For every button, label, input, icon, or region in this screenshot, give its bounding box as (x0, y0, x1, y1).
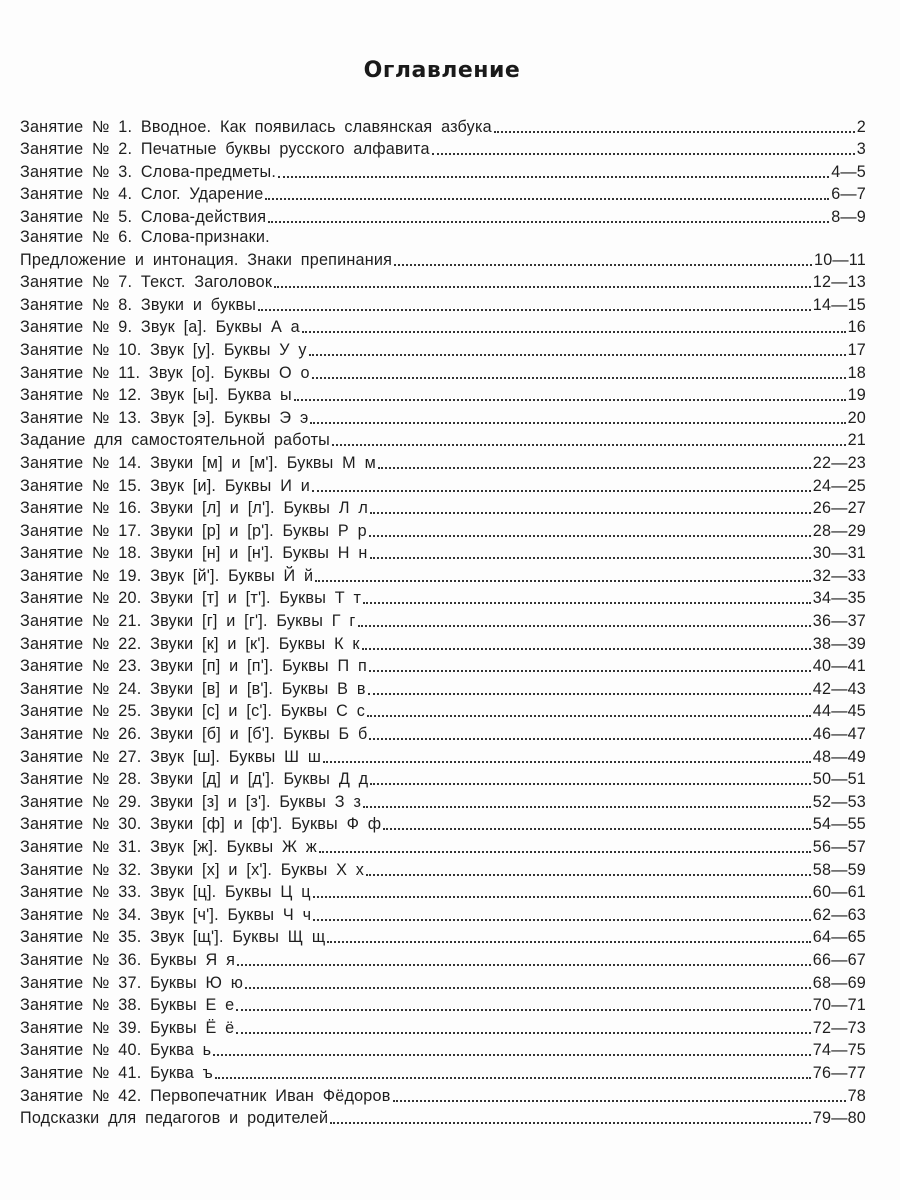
toc-entry (20, 834, 866, 857)
dot-leader (393, 1100, 846, 1102)
toc-entry-label: Занятие № 30. Звуки [ф] и [ф']. Буквы Ф ф (20, 815, 382, 834)
toc-entry-label: Занятие № 23. Звуки [п] и [п']. Буквы П п (20, 657, 367, 676)
toc-entry-page: 60—61 (812, 883, 866, 902)
toc-entry (20, 337, 866, 360)
toc-entry-page: 48—49 (812, 747, 866, 766)
toc-entry (20, 473, 866, 496)
toc-entry (20, 496, 866, 519)
toc-entry-label: Занятие № 22. Звуки [к] и [к']. Буквы К к (20, 634, 360, 653)
toc-entry-label: Занятие № 21. Звуки [г] и [г']. Буквы Г г (20, 612, 356, 631)
toc-entry-page: 52—53 (812, 792, 866, 811)
toc-entry (20, 767, 866, 790)
toc-entry-page: 50—51 (812, 770, 866, 789)
toc-entry (20, 137, 866, 160)
toc-entry (20, 812, 866, 835)
toc-entry-label: Подсказки для педагогов и родителей (20, 1109, 329, 1128)
dot-leader (268, 221, 829, 223)
dot-leader (494, 131, 855, 133)
toc-entry-page: 14—15 (812, 295, 866, 314)
toc-entry-page: 68—69 (812, 973, 866, 992)
dot-leader (310, 422, 845, 424)
toc-entry (20, 315, 866, 338)
toc-entry-label: Занятие № 7. Текст. Заголовок (20, 273, 273, 292)
toc-entry-label: Занятие № 26. Звуки [б] и [б']. Буквы Б б (20, 725, 368, 744)
toc-entry (20, 204, 866, 227)
toc-entry-page: 4—5 (831, 162, 866, 181)
toc-entry (20, 586, 866, 609)
toc-entry (20, 405, 866, 428)
page-title: Оглавление (363, 58, 521, 83)
toc-entry-label: Занятие № 20. Звуки [т] и [т']. Буквы Т т (20, 589, 362, 608)
toc-entry-page: 66—67 (812, 950, 866, 969)
dot-leader (383, 828, 811, 830)
toc-entry (20, 676, 866, 699)
toc-entry-label: Занятие № 9. Звук [а]. Буквы А а (20, 318, 300, 337)
toc-entry (20, 789, 866, 812)
toc-entry (20, 1083, 866, 1106)
toc-entry (20, 541, 866, 564)
toc-entry-label: Занятие № 32. Звуки [х] и [х']. Буквы Х х (20, 860, 365, 879)
toc-entry (20, 518, 866, 541)
toc-entry (20, 902, 866, 925)
dot-leader (313, 919, 811, 921)
toc-entry-page: 17 (847, 340, 866, 359)
toc-entry-label: Занятие № 40. Буква ь (20, 1041, 212, 1060)
toc-entry (20, 947, 866, 970)
toc-entry-label: Занятие № 19. Звук [й']. Буквы Й й (20, 566, 314, 585)
toc-entry-page: 78 (847, 1086, 866, 1105)
toc-entry-label: Занятие № 33. Звук [ц]. Буквы Ц ц (20, 883, 311, 902)
toc-entry-label: Занятие № 41. Буква ъ (20, 1063, 213, 1082)
toc-entry-label: Предложение и интонация. Знаки препинания (20, 250, 393, 269)
toc-entry (20, 993, 866, 1016)
dot-leader (319, 851, 811, 853)
toc-entry (20, 857, 866, 880)
toc-entry-label: Занятие № 29. Звуки [з] и [з']. Буквы З з (20, 792, 362, 811)
toc-entry (20, 182, 866, 205)
dot-leader (369, 670, 811, 672)
dot-leader (278, 176, 829, 178)
toc-entry (20, 227, 866, 247)
dot-leader (378, 467, 811, 469)
toc-entry-page: 16 (847, 318, 866, 337)
toc-entry (20, 383, 866, 406)
toc-entry-page: 28—29 (812, 521, 866, 540)
dot-leader (274, 286, 811, 288)
dot-leader (370, 512, 811, 514)
toc-entry-label: Занятие № 24. Звуки [в] и [в']. Буквы В в (20, 679, 366, 698)
dot-leader (323, 761, 811, 763)
dot-leader (215, 1077, 811, 1079)
toc-entry-page: 34—35 (812, 589, 866, 608)
dot-leader (302, 331, 846, 333)
toc-entry-label: Занятие № 34. Звук [ч']. Буквы Ч ч (20, 905, 312, 924)
toc-entry (20, 721, 866, 744)
toc-entry-page: 62—63 (812, 905, 866, 924)
toc-entry-page: 70—71 (812, 996, 866, 1015)
dot-leader (315, 580, 811, 582)
toc-entry-label: Занятие № 8. Звуки и буквы (20, 295, 257, 314)
toc-entry-label: Занятие № 35. Звук [щ']. Буквы Щ щ (20, 928, 326, 947)
toc-entry-page: 44—45 (812, 702, 866, 721)
toc-entry-label: Занятие № 10. Звук [у]. Буквы У у (20, 340, 307, 359)
toc-entry (20, 631, 866, 654)
toc-entry-page: 3 (856, 140, 866, 159)
dot-leader (432, 153, 855, 155)
toc-entry-label: Занятие № 42. Первопечатник Иван Фёдоров (20, 1086, 391, 1105)
dot-leader (245, 987, 811, 989)
toc-entry-label: Задание для самостоятельной работы (20, 431, 331, 450)
toc-entry-label: Занятие № 1. Вводное. Как появилась славянская азбука (20, 117, 492, 136)
toc-entry-label: Занятие № 38. Буквы Е е (20, 996, 235, 1015)
dot-leader (236, 1009, 810, 1011)
toc-entry-label: Занятие № 4. Слог. Ударение (20, 185, 264, 204)
dot-leader (294, 399, 846, 401)
toc-entry-page: 56—57 (812, 838, 866, 856)
toc-entry (20, 159, 866, 182)
toc-entry-label: Занятие № 31. Звук [ж]. Буквы Ж ж (20, 838, 317, 856)
toc-entry-page: 12—13 (812, 273, 866, 292)
toc-entry-page: 54—55 (812, 815, 866, 834)
dot-leader (327, 941, 810, 943)
toc-entry-label: Занятие № 37. Буквы Ю ю (20, 973, 244, 992)
toc-entry-page: 24—25 (812, 476, 866, 495)
toc-entry-label: Занятие № 27. Звук [ш]. Буквы Ш ш (20, 747, 322, 766)
toc-entry-label: Занятие № 18. Звуки [н] и [н']. Буквы Н н (20, 544, 368, 563)
dot-leader (370, 783, 810, 785)
toc-entry-label: Занятие № 39. Буквы Ё ё (20, 1018, 235, 1037)
toc-entry (20, 608, 866, 631)
toc-entry-page: 74—75 (812, 1041, 866, 1060)
toc-entry-page: 20 (847, 408, 866, 427)
toc-entry (20, 925, 866, 948)
dot-leader (394, 264, 812, 266)
toc-entry (20, 270, 866, 293)
toc-entry (20, 1060, 866, 1083)
toc-entry-page: 18 (847, 363, 866, 382)
toc-entry-label: Занятие № 2. Печатные буквы русского алфавита (20, 140, 430, 159)
toc-entry-page: 21 (847, 431, 866, 450)
toc-entry-page: 79—80 (812, 1109, 866, 1128)
toc-entry-label: Занятие № 28. Звуки [д] и [д']. Буквы Д д (20, 770, 369, 789)
dot-leader (265, 198, 829, 200)
toc-entry (20, 880, 866, 903)
toc-entry-page: 36—37 (812, 612, 866, 631)
dot-leader (312, 490, 811, 492)
toc-entry-page: 72—73 (812, 1018, 866, 1037)
dot-leader (367, 715, 811, 717)
toc-entry (20, 699, 866, 722)
toc-entry-page: 6—7 (831, 185, 866, 204)
toc-entry-page: 42—43 (812, 679, 866, 698)
toc-entry (20, 1038, 866, 1061)
toc-entry-page: 76—77 (812, 1063, 866, 1082)
toc-entry-label: Занятие № 14. Звуки [м] и [м']. Буквы М м (20, 453, 376, 472)
toc-entry (20, 428, 866, 451)
toc-entry-page: 19 (847, 386, 866, 405)
toc-entry-page: 64—65 (812, 928, 866, 947)
dot-leader (236, 1032, 810, 1034)
toc-entry-page: 2 (856, 117, 866, 136)
toc-entry-label: Занятие № 36. Буквы Я я (20, 950, 236, 969)
toc-entry (20, 450, 866, 473)
toc-entry (20, 1106, 866, 1129)
toc-entry-page: 10—11 (814, 250, 866, 269)
toc-entry-page: 30—31 (812, 544, 866, 563)
toc-entry-page: 8—9 (831, 207, 866, 226)
dot-leader (312, 377, 846, 379)
dot-leader (363, 806, 811, 808)
dot-leader (368, 693, 811, 695)
toc-entry-page: 32—33 (812, 566, 866, 585)
toc-entry-label: Занятие № 25. Звуки [с] и [с']. Буквы С с (20, 702, 365, 721)
toc-entry-page: 46—47 (812, 725, 866, 744)
dot-leader (237, 964, 811, 966)
dot-leader (332, 444, 846, 446)
toc-entry-label: Занятие № 3. Слова-предметы. (20, 162, 277, 181)
toc-entry-label: Занятие № 11. Звук [о]. Буквы О о (20, 363, 310, 382)
table-of-contents (20, 114, 866, 1128)
toc-entry-page: 58—59 (812, 860, 866, 879)
dot-leader (213, 1054, 810, 1056)
toc-entry-label: Занятие № 12. Звук [ы]. Буква ы (20, 386, 292, 405)
toc-entry-label: Занятие № 5. Слова-действия (20, 207, 267, 226)
dot-leader (369, 738, 810, 740)
dot-leader (330, 1122, 811, 1124)
toc-entry (20, 247, 866, 270)
toc-entry-page: 38—39 (812, 634, 866, 653)
toc-entry-page: 22—23 (812, 453, 866, 472)
toc-entry (20, 563, 866, 586)
toc-entry (20, 360, 866, 383)
toc-entry-label: Занятие № 15. Звук [и]. Буквы И и (20, 476, 310, 495)
toc-entry (20, 1015, 866, 1038)
toc-entry-page: 40—41 (812, 657, 866, 676)
dot-leader (258, 309, 811, 311)
toc-entry (20, 114, 866, 137)
dot-leader (309, 354, 846, 356)
toc-entry (20, 744, 866, 767)
toc-entry-label: Занятие № 6. Слова-признаки. (20, 227, 270, 246)
dot-leader (358, 625, 811, 627)
toc-entry (20, 292, 866, 315)
toc-entry (20, 654, 866, 677)
dot-leader (313, 896, 811, 898)
toc-entry-label: Занятие № 17. Звуки [р] и [р']. Буквы Р р (20, 521, 367, 540)
toc-entry-page: 26—27 (812, 499, 866, 518)
dot-leader (370, 557, 811, 559)
toc-entry (20, 970, 866, 993)
dot-leader (369, 535, 811, 537)
dot-leader (366, 874, 811, 876)
dot-leader (363, 602, 811, 604)
toc-entry-label: Занятие № 16. Звуки [л] и [л']. Буквы Л л (20, 499, 368, 518)
dot-leader (362, 648, 811, 650)
toc-entry-label: Занятие № 13. Звук [э]. Буквы Э э (20, 408, 309, 427)
